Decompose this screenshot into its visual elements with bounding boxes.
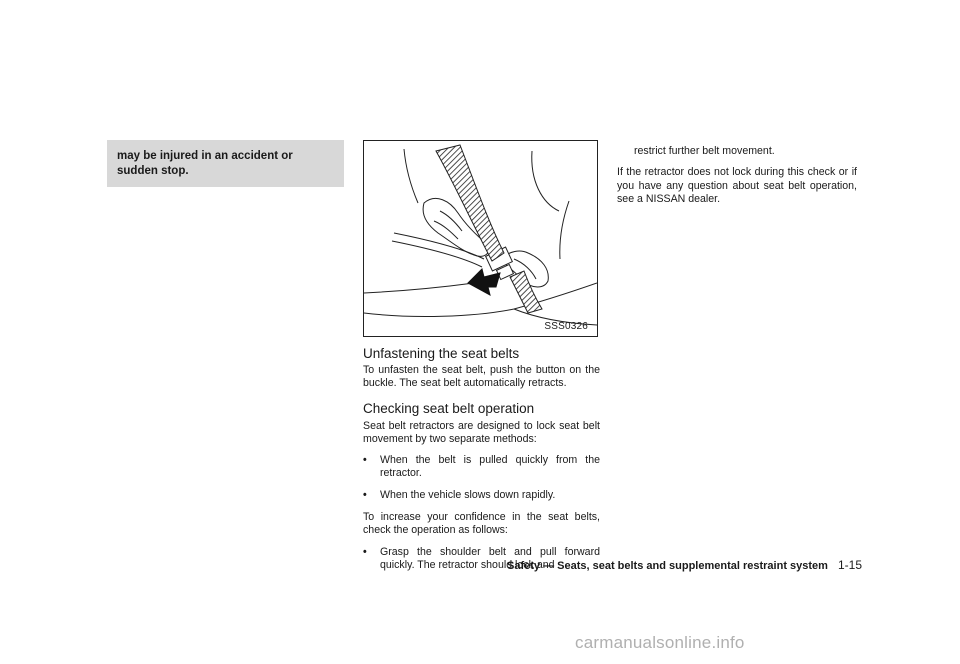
unfastening-heading: Unfastening the seat belts [363, 346, 520, 361]
bullet-dot: • [363, 545, 367, 558]
dealer-note: If the retractor does not lock during this check or if you have any question about seat belt operation, see a NISSAN dealer. [617, 166, 857, 205]
seat-belt-drawing [364, 141, 597, 336]
checking-intro: Seat belt retractors are designed to lock seat belt movement by two separate methods: [363, 419, 600, 445]
middle-column [363, 140, 600, 572]
page-number: 1-15 [837, 558, 862, 572]
page-footer [507, 558, 862, 572]
checking-heading: Checking seat belt operation [363, 400, 535, 416]
bullet-dot: • [363, 454, 367, 467]
figure-code: SSS0326 [544, 321, 588, 332]
method-bullet-pulled [363, 454, 600, 481]
watermark: carmanualsonline.info [575, 633, 745, 652]
step-text: Grasp the shoulder belt and pull forward quickly. The retractor should lock and [380, 545, 600, 571]
warning-text: may be injured in an accident or sudden stop. [117, 150, 293, 177]
warning-box [107, 140, 344, 187]
step-continuation: restrict further belt movement. [634, 145, 775, 157]
right-column [617, 140, 857, 206]
method-text: When the vehicle slows down rapidly. [380, 488, 556, 501]
method-text: When the belt is pulled quickly from the retractor. [380, 454, 600, 480]
method-bullet-slows [363, 489, 600, 502]
seat-belt-illustration [363, 140, 598, 337]
left-column [107, 140, 344, 187]
footer-section: Safety — Seats, seat belts and supplemental restraint system [507, 560, 828, 572]
confidence-text: To increase your confidence in the seat belts, check the operation as follows: [363, 511, 600, 537]
unfastening-body: To unfasten the seat belt, push the button on the buckle. The seat belt automatically retracts. [363, 364, 600, 390]
bullet-dot: • [363, 488, 367, 501]
